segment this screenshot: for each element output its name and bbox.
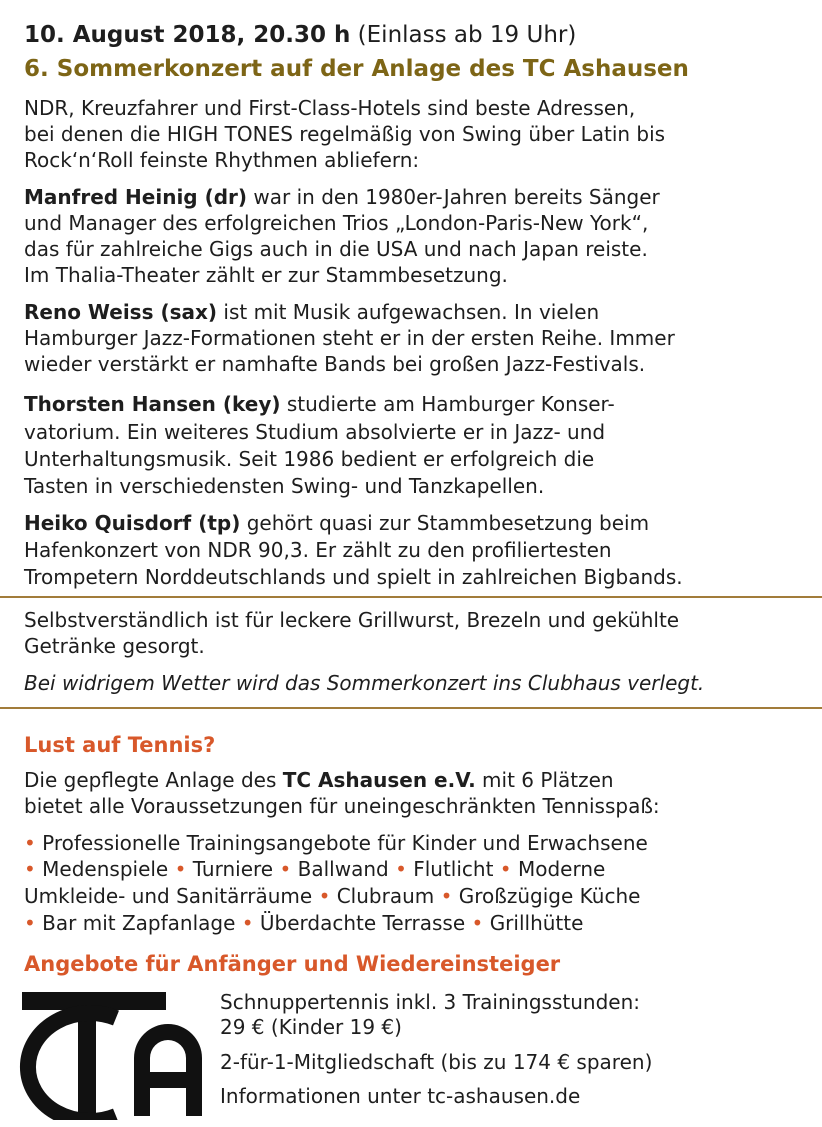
event-date: 10. August 2018, 20.30 h (Einlass ab 19 Uhr) — [24, 22, 577, 48]
offers-heading: Angebote für Anfänger und Wiedereinsteiger — [24, 952, 561, 976]
musician-text: vatorium. Ein weiteres Studium absolvierte er in Jazz- und — [24, 420, 606, 444]
musician-name: Heiko Quisdorf (tp) — [24, 511, 241, 535]
offer-line: Schnuppertennis inkl. 3 Trainingsstunden: — [220, 990, 640, 1014]
intro-line: NDR, Kreuzfahrer und First-Class-Hotels sind beste Adressen, — [24, 96, 636, 120]
feature-item: Großzügige Küche — [458, 884, 641, 908]
musician-text: das für zahlreiche Gigs auch in die USA und nach Japan reiste. — [24, 237, 648, 261]
feature-item: Umkleide- und Sanitärräume — [24, 884, 313, 908]
feature-list — [24, 830, 648, 856]
info-link[interactable]: Informationen unter tc-ashausen.de — [220, 1084, 581, 1108]
feature-list — [24, 856, 605, 882]
event-title: 6. Sommerkonzert auf der Anlage des TC Ashausen — [24, 56, 689, 82]
musician-text: Im Thalia-Theater zählt er zur Stammbesetzung. — [24, 263, 508, 287]
feature-item: Clubraum — [336, 884, 435, 908]
weather-note: Bei widrigem Wetter wird das Sommerkonzert ins Clubhaus verlegt. — [24, 671, 705, 695]
feature-item: Moderne — [517, 857, 606, 881]
bullet-icon: • — [471, 911, 484, 935]
bullet-icon: • — [279, 857, 292, 881]
divider — [0, 707, 822, 709]
bullet-icon: • — [440, 884, 453, 908]
musician-text: Hafenkonzert von NDR 90,3. Er zählt zu den profiliertesten — [24, 538, 612, 562]
musician-heinig: Manfred Heinig (dr) war in den 1980er-Jahren bereits Sänger — [24, 185, 660, 209]
tennis-intro: bietet alle Voraussetzungen für uneingeschränkten Tennisspaß: — [24, 794, 660, 818]
musician-text: wieder verstärkt er namhafte Bands bei großen Jazz-Festivals. — [24, 352, 646, 376]
feature-item: Turniere — [192, 857, 274, 881]
tennis-heading: Lust auf Tennis? — [24, 733, 216, 757]
bullet-icon: • — [24, 831, 36, 855]
musician-name: Manfred Heinig (dr) — [24, 185, 248, 209]
bullet-icon: • — [24, 857, 36, 881]
tennis-intro: Die gepflegte Anlage des TC Ashausen e.V. mit 6 Plätzen — [24, 768, 614, 792]
logo-text: TCA — [16, 988, 18, 989]
feature-item: Flutlicht — [413, 857, 494, 881]
feature-item: Überdachte Terrasse — [259, 911, 466, 935]
feature-item: Ballwand — [297, 857, 389, 881]
bullet-icon: • — [241, 911, 254, 935]
feature-list — [24, 910, 583, 936]
offer-line: 29 € (Kinder 19 €) — [220, 1015, 402, 1039]
offer-line: 2-für-1-Mitgliedschaft (bis zu 174 € sparen) — [220, 1050, 653, 1074]
bullet-icon: • — [24, 911, 36, 935]
musician-weiss: Reno Weiss (sax) ist mit Musik aufgewachsen. In vielen — [24, 300, 600, 324]
catering-text: Selbstverständlich ist für leckere Grillwurst, Brezeln und gekühlte — [24, 608, 680, 632]
musician-text: Trompetern Norddeutschlands und spielt in zahlreichen Bigbands. — [24, 565, 683, 589]
bullet-icon: • — [174, 857, 187, 881]
feature-item: Grillhütte — [489, 911, 584, 935]
bullet-icon: • — [318, 884, 331, 908]
tca-logo — [16, 988, 216, 1120]
musician-name: Thorsten Hansen (key) — [24, 392, 281, 416]
musician-text: Hamburger Jazz-Formationen steht er in der ersten Reihe. Immer — [24, 326, 675, 350]
musician-text: Tasten in verschiedensten Swing- und Tanzkapellen. — [24, 474, 545, 498]
bullet-icon: • — [499, 857, 512, 881]
feature-list — [24, 883, 640, 909]
logo-letter-c — [28, 1013, 116, 1120]
musician-text: Unterhaltungsmusik. Seit 1986 bedient er erfolgreich die — [24, 447, 595, 471]
feature-item: Medenspiele — [42, 857, 169, 881]
divider — [0, 596, 822, 598]
logo-letter-a — [134, 1024, 202, 1116]
intro-line: bei denen die HIGH TONES regelmäßig von Swing über Latin bis — [24, 122, 666, 146]
musician-quisdorf: Heiko Quisdorf (tp) gehört quasi zur Stammbesetzung beim — [24, 511, 650, 535]
musician-hansen: Thorsten Hansen (key) studierte am Hamburger Konser- — [24, 392, 615, 416]
feature-item: Bar mit Zapfanlage — [42, 911, 236, 935]
catering-text: Getränke gesorgt. — [24, 634, 205, 658]
musician-text: und Manager des erfolgreichen Trios „London-Paris-New York“, — [24, 211, 649, 235]
bullet-icon: • — [395, 857, 407, 881]
feature-item: Professionelle Trainingsangebote für Kinder und Erwachsene — [42, 831, 648, 855]
musician-name: Reno Weiss (sax) — [24, 300, 218, 324]
intro-line: Rock‘n‘Roll feinste Rhythmen abliefern: — [24, 148, 420, 172]
